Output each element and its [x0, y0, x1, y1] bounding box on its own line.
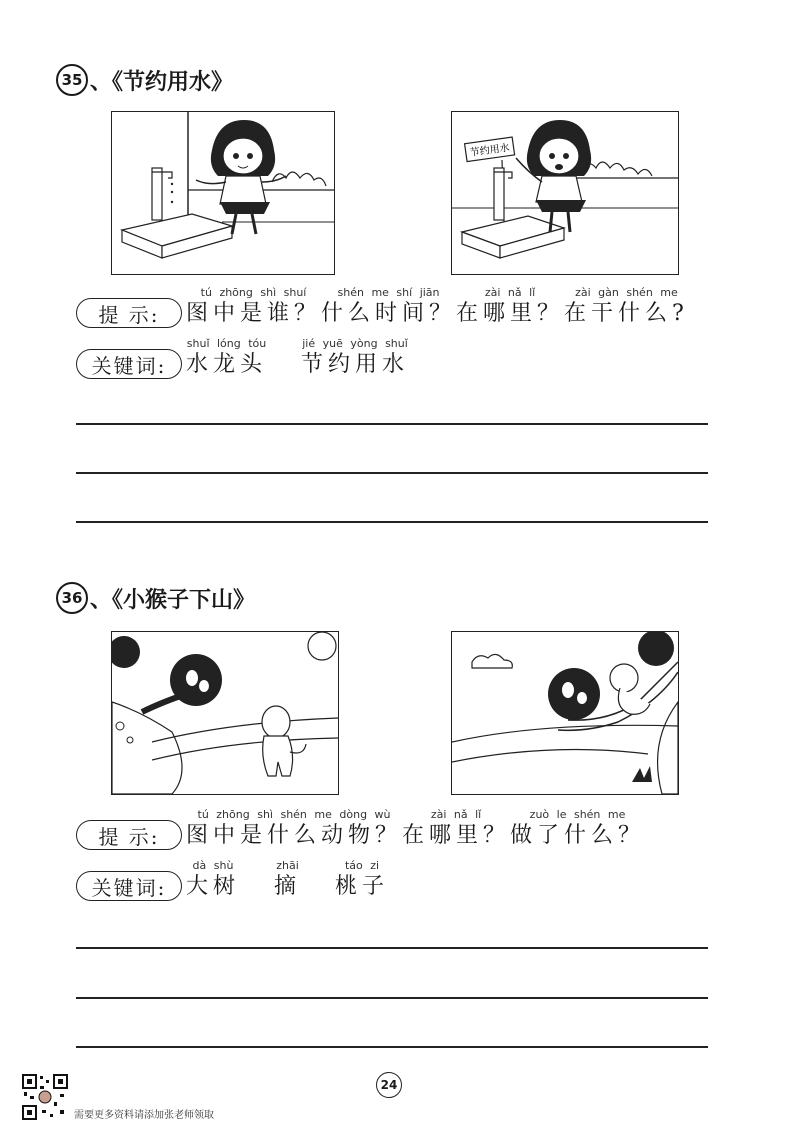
writing-line[interactable]: [76, 947, 708, 949]
hint-phrase: zài nǎ lǐ 在哪里？: [456, 286, 565, 326]
keywords-label: 关键词:: [76, 349, 182, 379]
writing-line[interactable]: [76, 997, 708, 999]
footer-note: 需要更多资料请添加张老师领取: [74, 1110, 214, 1121]
hint-phrase: zài gàn shén me 在干什么?: [564, 286, 689, 326]
keyword: dà shù 大树: [186, 859, 241, 899]
hint-phrase: tú zhōng shì shuí 图中是谁？: [186, 286, 322, 326]
hint-phrase: tú zhōng shì shén me dòng wù 图中是什么动物？: [186, 808, 403, 848]
section-36-number: 36: [56, 582, 88, 614]
section-35-hint-row: [76, 286, 689, 328]
writing-line[interactable]: [76, 1046, 708, 1048]
hint-phrase: zài nǎ lǐ 在哪里？: [402, 808, 511, 848]
hint-label: 提 示:: [76, 298, 182, 328]
section-36-keywords-row: [76, 859, 389, 901]
section-35-title: [56, 64, 233, 96]
page-number: 24: [376, 1072, 402, 1098]
keyword: shuǐ lóng tóu 水龙头: [186, 337, 268, 377]
keyword: zhāi 摘: [274, 859, 302, 899]
writing-line[interactable]: [76, 423, 708, 425]
hint-label: 提 示:: [76, 820, 182, 850]
keywords-label: 关键词:: [76, 871, 182, 901]
keyword: jié yuē yòng shuǐ 节约用水: [301, 337, 410, 377]
hint-phrase: shén me shí jiān 什么时间？: [321, 286, 457, 326]
keyword: táo zi 桃子: [335, 859, 390, 899]
section-35-keywords-row: [76, 337, 409, 379]
section-36-title-text: 、《小猴子下山》: [90, 587, 256, 613]
section-36-title: [56, 582, 255, 614]
girl-at-tap-picture: [111, 111, 335, 275]
monkey-in-tree-picture: [451, 631, 679, 795]
sign-text: 节约用水: [469, 142, 511, 160]
writing-line[interactable]: [76, 521, 708, 523]
monkey-by-tree-picture: [111, 631, 339, 795]
section-35-title-text: 、《节约用水》: [90, 69, 234, 95]
girl-with-sign-picture: [451, 111, 679, 275]
section-35-number: 35: [56, 64, 88, 96]
qr-code-icon: [22, 1074, 68, 1120]
section-36-hint-row: [76, 808, 645, 850]
writing-line[interactable]: [76, 472, 708, 474]
hint-phrase: zuò le shén me 做了什么？: [510, 808, 646, 848]
